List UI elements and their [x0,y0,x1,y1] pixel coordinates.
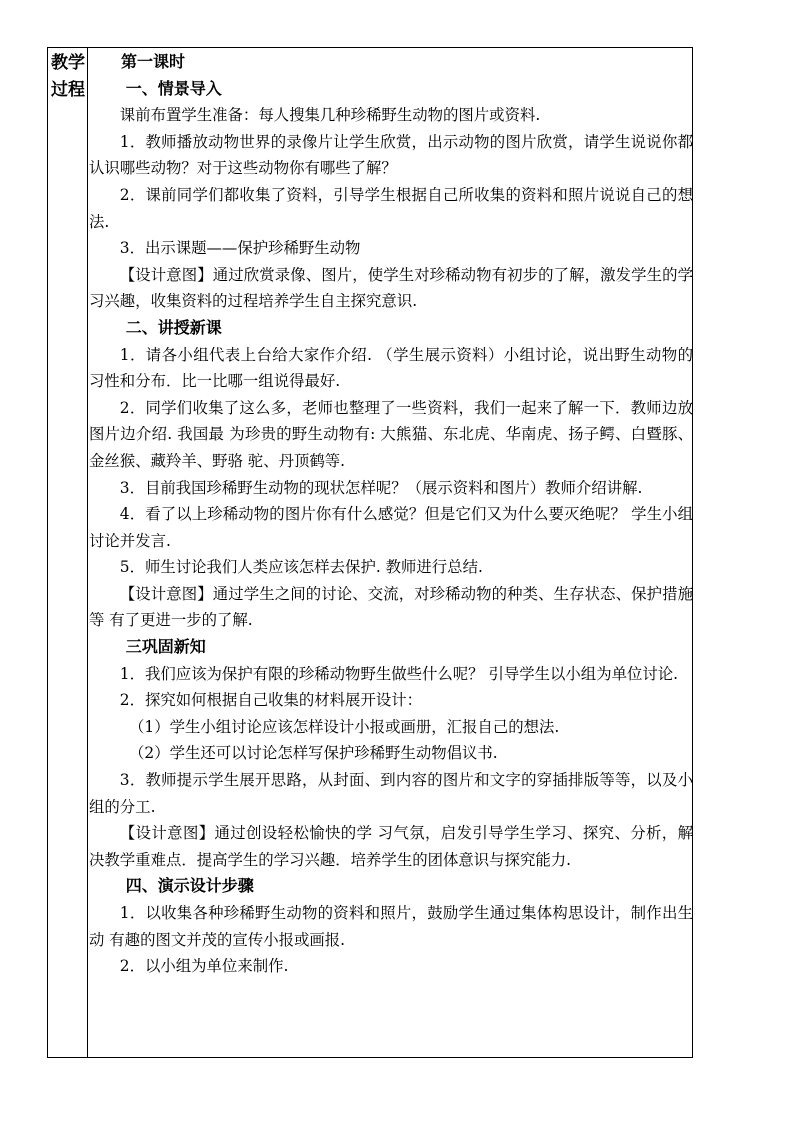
lesson-content [89,49,693,980]
paragraph: 2．同学们收集了这么多，老师也整理了一些资料，我们一起来了解一下．教师边放图片边介绍. 我国最 为珍贵的野生动物有: 大熊猫、东北虎、华南虎、扬子鳄、白暨豚、金丝猴、藏羚羊、野骆 驼、丹顶鹤等. [89,398,693,470]
design-intent-paragraph: 【设计意图】通过学生之间的讨论、交流，对珍稀动物的种类、生存状态、保护措施等 有了更进一步的了解. [89,584,693,630]
paragraph: 1．请各小组代表上台给大家作介绍. （学生展示资料）小组讨论，说出野生动物的习性和分布．比一比哪一组说得最好. [89,345,693,391]
section-label-cell [48,50,88,104]
section-heading: 二、讲授新课 [125,317,222,337]
column-divider [87,47,88,1058]
paragraph: 4．看了以上珍稀动物的图片你有什么感觉？但是它们又为什么要灭绝呢？ 学生小组讨论并发言. [89,505,693,550]
section-label-line-1: 教学 [51,53,85,73]
section-heading: 四、演示设计步骤 [125,876,254,896]
section-label-line-2: 过程 [51,80,85,100]
paragraph: 1．以收集各种珍稀野生动物的资料和照片，鼓励学生通过集体构思设计，制作出生动 有趣的图文并茂的宣传小报或画报. [89,904,693,949]
paragraph: 3．目前我国珍稀野生动物的现状怎样呢？（展示资料和图片）教师介绍讲解. [119,478,643,497]
design-intent-paragraph: 【设计意图】通过创设轻松愉快的学 习气氛，启发引导学生学习、探究、分析，解决教学重难点．提高学生的学习兴趣．培养学生的团体意识与探究能力. [89,824,693,869]
paragraph: 1．我们应该为保护有限的珍稀动物野生做些什么呢？ 引导学生以小组为单位讨论. [119,664,679,683]
paragraph: 1．教师播放动物世界的录像片让学生欣赏，出示动物的图片欣赏，请学生说说你都认识哪些动物？对于这些动物你有哪些了解？ [89,132,693,178]
paragraph: 2．以小组为单位来制作. [119,957,289,976]
paragraph: 2．探究如何根据自己收集的材料展开设计： [119,691,423,710]
design-intent-paragraph: 【设计意图】通过欣赏录像、图片，使学生对珍稀动物有初步的了解，激发学生的学习兴趣，收集资料的过程培养学生自主探究意识. [89,265,693,311]
paragraph: 2．课前同学们都收集了资料，引导学生根据自己所收集的资料和照片说说自己的想法. [89,185,693,231]
section-heading: 一、情景导入 [125,78,222,98]
paragraph: 5．师生讨论我们人类应该怎样去保护. 教师进行总结. [119,558,483,577]
paragraph: 课前布置学生准备：每人搜集几种珍稀野生动物的图片或资料. [119,106,541,125]
sub-paragraph: （1）学生小组讨论应该怎样设计小报或画册，汇报自己的想法. [129,717,560,736]
paragraph: 3．出示课题——保护珍稀野生动物 [119,239,361,258]
lesson-period-heading: 第一课时 [121,52,186,71]
section-heading: 三巩固新知 [125,637,206,657]
sub-paragraph: （2）学生还可以讨论怎样写保护珍稀野生动物倡议书. [129,744,498,763]
paragraph: 3．教师提示学生展开思路，从封面、到内容的图片和文字的穿插排版等等，以及小组的分工. [89,771,693,816]
